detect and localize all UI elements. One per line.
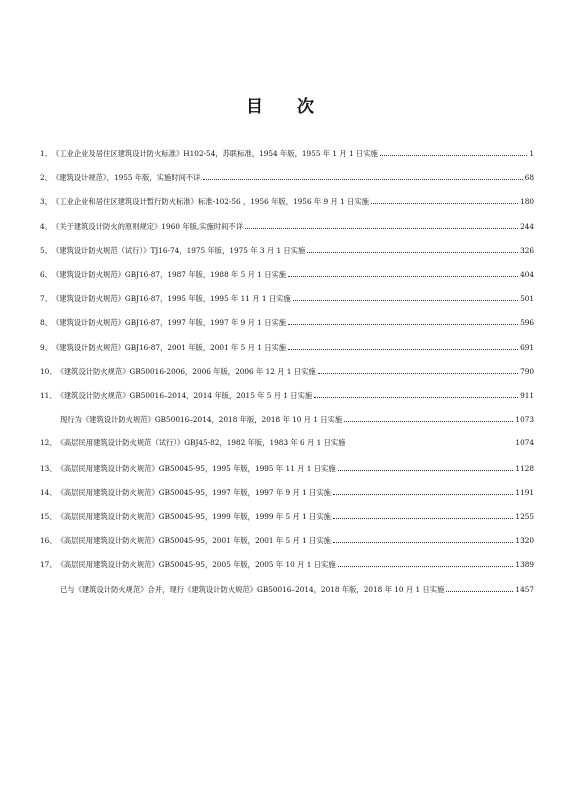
toc-dot-leader bbox=[344, 412, 513, 422]
toc-dot-leader bbox=[380, 146, 528, 156]
toc-entry[interactable] bbox=[40, 461, 534, 475]
toc-entry-title: 《建筑设计防火规范》GBJ16-87，2001 年版，2001 年 5 月 1 日实施 bbox=[51, 342, 287, 352]
toc-entry-number: 7、 bbox=[40, 294, 52, 304]
toc-entry-title: 《建筑设计防火规范》GBJ16-87，1995 年版，1995 年 11 月 1 日实施 bbox=[51, 294, 291, 304]
toc-page-number: 180 bbox=[520, 197, 534, 207]
toc-entry-title: 已与《建筑设计防火规范》合并，现行《建筑设计防火规范》GB50016–2014，2018 年版，2018 年 10 月 1 日实施 bbox=[60, 584, 445, 594]
toc-entry[interactable] bbox=[40, 243, 534, 257]
toc-entry[interactable] bbox=[40, 533, 534, 547]
toc-dot-leader bbox=[318, 364, 518, 374]
toc-entry[interactable] bbox=[40, 340, 534, 354]
toc-entry[interactable] bbox=[40, 194, 534, 208]
toc-page-number: 1255 bbox=[515, 512, 534, 521]
toc-entry-title: 《工业企业和居住区建筑设计暂行防火标准》标准-102-56 ，1956 年版，1956 年 9 月 1 日实施 bbox=[51, 197, 369, 207]
toc-entry-number: 15、 bbox=[40, 512, 57, 521]
toc-dot-leader bbox=[203, 170, 523, 180]
toc-entry-number: 14、 bbox=[40, 487, 57, 497]
toc-entry-number: 17、 bbox=[40, 560, 57, 570]
toc-page-number: 1 bbox=[529, 149, 534, 158]
toc-entry[interactable] bbox=[60, 412, 534, 426]
toc-page-number: 404 bbox=[520, 270, 534, 279]
toc-entry[interactable] bbox=[40, 146, 534, 160]
toc-entry-number: 11、 bbox=[40, 391, 57, 400]
toc-entry[interactable] bbox=[40, 485, 534, 499]
toc-entry-number: 13、 bbox=[40, 463, 57, 473]
toc-entry[interactable] bbox=[40, 219, 534, 233]
toc-entry-number: 9、 bbox=[40, 342, 52, 352]
toc-page-number: 1191 bbox=[515, 487, 534, 497]
toc-entry-title: 《高层民用建筑设计防火规范》GB50045-95，1999 年版，1999 年 5 月 1 日实施 bbox=[56, 512, 331, 521]
toc-entry[interactable] bbox=[40, 509, 534, 523]
toc-page-number: 790 bbox=[520, 366, 534, 376]
toc-page-number: 1073 bbox=[515, 415, 534, 425]
toc-entry-title: 《建筑设计防火规范》GB50016–2014，2014 年版，2015 年 5 月 1 日实施 bbox=[56, 391, 313, 400]
toc-entry-number: 16、 bbox=[40, 536, 57, 546]
toc-page-number: 1320 bbox=[515, 536, 534, 546]
toc-entry[interactable] bbox=[40, 436, 534, 450]
toc-entry-title: 《高层民用建筑设计防火规范》GB50045-95，1995 年版，1995 年 11 月 1 日实施 bbox=[56, 463, 336, 473]
toc-entry-number: 8、 bbox=[40, 318, 52, 328]
toc-entry-title: 《建筑设计规范》，1955 年版，实施时间不详 bbox=[51, 173, 201, 183]
toc-entry-number: 10、 bbox=[40, 366, 57, 376]
toc-entry-title: 《建筑设计防火规范》GB50016-2006，2006 年版，2006 年 12 月 1 日实施 bbox=[56, 366, 316, 376]
toc-entry[interactable] bbox=[40, 267, 534, 281]
toc-page-number: 911 bbox=[520, 391, 534, 400]
toc-page-number: 596 bbox=[520, 318, 534, 328]
toc-dot-leader bbox=[338, 557, 514, 567]
toc-dot-leader bbox=[288, 315, 518, 325]
toc-entry[interactable] bbox=[40, 170, 534, 184]
toc-dot-leader bbox=[371, 194, 518, 204]
toc-entry-title: 《关于建筑设计防火的原则规定》1960 年版,实施时间不详 bbox=[51, 221, 243, 231]
toc-entry-title: 《高层民用建筑设计防火规范》GB50045-95，2005 年版，2005 年 10 月 1 日实施 bbox=[56, 560, 336, 570]
toc-entry-number: 3、 bbox=[40, 197, 52, 207]
toc-dot-leader bbox=[307, 243, 518, 253]
toc-dot-leader bbox=[333, 485, 514, 495]
toc-entry-number: 4、 bbox=[40, 221, 52, 231]
toc-page-number: 244 bbox=[520, 221, 534, 231]
toc-page-number: 68 bbox=[524, 173, 534, 183]
toc-dot-leader bbox=[293, 291, 518, 301]
toc-page-number: 1074 bbox=[515, 438, 534, 448]
toc-entry-title: 《高层民用建筑设计防火规范（试行）》GBJ45-82，1982 年版，1983 年 6 月 1 日实施 bbox=[56, 438, 346, 448]
toc-page-number: 326 bbox=[520, 245, 534, 255]
toc-entry[interactable] bbox=[40, 315, 534, 329]
toc-entry-title: 《工业企业及居住区建筑设计防火标准》H102-54，苏联标准，1954 年版，1955 年 1 月 1 日实施 bbox=[51, 149, 378, 158]
toc-page-number: 1389 bbox=[515, 560, 534, 570]
toc-dot-leader bbox=[446, 582, 513, 592]
toc-dot-leader bbox=[338, 461, 514, 471]
toc-page-number: 501 bbox=[520, 294, 534, 304]
toc-entry-title: 《建筑设计防火规范（试行）》TJ16-74，1975 年版，1975 年 3 月 1 日实施 bbox=[51, 245, 306, 255]
toc-entry[interactable] bbox=[40, 364, 534, 378]
toc-entry-number: 5、 bbox=[40, 245, 52, 255]
toc-entry-title: 《高层民用建筑设计防火规范》GB50045-95，1997 年版，1997 年 9 月 1 日实施 bbox=[56, 487, 331, 497]
toc-entry-title: 现行为《建筑设计防火规范》GB50016–2014，2018 年版，2018 年 10 月 1 日实施 bbox=[60, 415, 343, 425]
toc-dot-leader bbox=[314, 388, 518, 398]
toc-entry[interactable] bbox=[40, 557, 534, 571]
toc-entry-title: 《高层民用建筑设计防火规范》GB50045-95，2001 年版，2001 年 5 月 1 日实施 bbox=[56, 536, 331, 546]
toc-dot-leader bbox=[288, 267, 518, 277]
toc-entry-number: 1、 bbox=[40, 149, 52, 158]
toc-entry[interactable] bbox=[40, 291, 534, 305]
toc-dot-leader bbox=[245, 219, 518, 229]
toc-page-number: 1128 bbox=[515, 463, 534, 473]
toc-entry-title: 《建筑设计防火规范》GBJ16-87，1987 年版，1988 年 5 月 1 日实施 bbox=[51, 270, 287, 279]
toc-entry-number: 6、 bbox=[40, 270, 52, 279]
toc-page-number: 1457 bbox=[515, 584, 534, 594]
toc-entry[interactable] bbox=[40, 388, 534, 402]
toc-page-number: 691 bbox=[520, 342, 534, 352]
toc-entry-number: 12、 bbox=[40, 438, 57, 448]
toc-dot-leader bbox=[288, 340, 518, 350]
toc-dot-leader bbox=[347, 436, 513, 445]
toc-entry[interactable] bbox=[60, 582, 534, 596]
toc-entry-number: 2、 bbox=[40, 173, 52, 183]
toc-dot-leader bbox=[333, 533, 514, 543]
toc-entry-title: 《建筑设计防火规范》GBJ16-87，1997 年版，1997 年 9 月 1 日实施 bbox=[51, 318, 287, 328]
page-title: 目 次 bbox=[246, 97, 328, 117]
toc-dot-leader bbox=[333, 509, 514, 519]
